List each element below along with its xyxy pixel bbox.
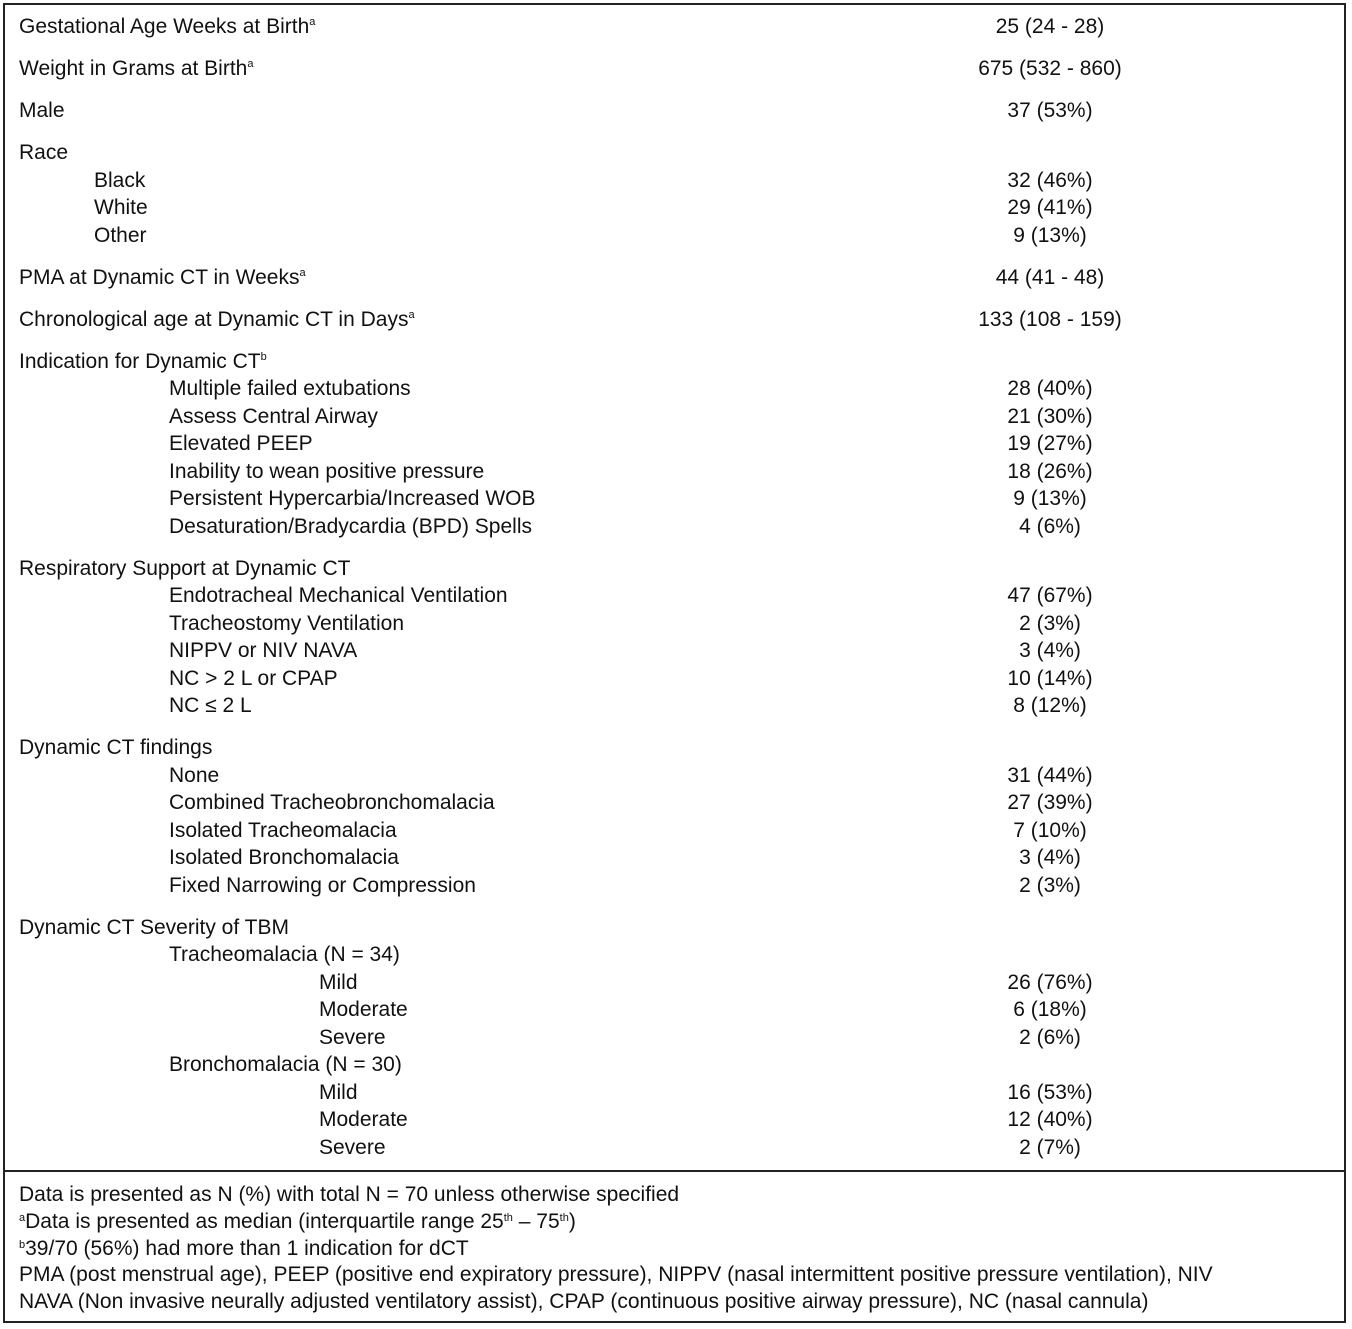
footnote-marker: b bbox=[260, 350, 267, 363]
row-value: 2 (3%) bbox=[1019, 873, 1081, 897]
row-value: 3 (4%) bbox=[1019, 846, 1081, 869]
row-label-text: NIPPV or NIV NAVA bbox=[169, 639, 358, 662]
row-label-text: Male bbox=[19, 99, 65, 122]
footnote-text: PMA (post menstrual age), PEEP (positive end expiratory pressure), NIPPV (nasal intermittent positive pressure ventilation), NIV bbox=[19, 1263, 1213, 1287]
table-footnotes bbox=[19, 1182, 1339, 1316]
row-label-text: Multiple failed extubations bbox=[169, 377, 411, 400]
table-row bbox=[5, 844, 1344, 872]
row-label-text: Severe bbox=[319, 1025, 386, 1049]
row-label bbox=[169, 637, 357, 665]
row-label-text: Dynamic CT Severity of TBM bbox=[19, 915, 289, 939]
table-row bbox=[5, 610, 1344, 638]
table-row bbox=[5, 692, 1344, 720]
footnote-marker: a bbox=[309, 16, 316, 28]
row-value: 29 (41%) bbox=[1007, 196, 1093, 219]
footnote-marker: a bbox=[408, 308, 415, 321]
row-label bbox=[169, 610, 404, 638]
footnote-text: 39/70 (56%) had more than 1 indication for dCT bbox=[25, 1236, 469, 1260]
table-row bbox=[5, 430, 1344, 458]
footnote-line bbox=[19, 1209, 1339, 1236]
row-label-text: Dynamic CT findings bbox=[19, 736, 213, 759]
row-label bbox=[169, 762, 219, 790]
table-row bbox=[5, 194, 1344, 222]
table-row bbox=[5, 914, 1344, 942]
row-label bbox=[19, 97, 65, 125]
footnote-text: ) bbox=[568, 1209, 576, 1233]
row-value: 8 (12%) bbox=[1013, 694, 1087, 717]
row-label-text: Mild bbox=[319, 1080, 358, 1104]
row-value: 4 (6%) bbox=[1019, 514, 1081, 538]
row-label-text: Persistent Hypercarbia/Increased WOB bbox=[169, 487, 536, 510]
row-label bbox=[169, 789, 495, 817]
row-label-text: White bbox=[94, 196, 148, 219]
footnote-text: – 75 bbox=[512, 1209, 560, 1233]
row-label-text: Endotracheal Mechanical Ventilation bbox=[169, 584, 508, 607]
row-label bbox=[169, 403, 378, 431]
table-row bbox=[5, 734, 1344, 762]
table-row bbox=[5, 996, 1344, 1024]
table-row bbox=[5, 403, 1344, 431]
row-value: 7 (10%) bbox=[1013, 818, 1087, 842]
table-row bbox=[5, 872, 1344, 900]
superscript-th: th bbox=[503, 1211, 513, 1224]
row-label bbox=[169, 375, 411, 403]
row-label bbox=[169, 941, 400, 969]
table-row bbox=[5, 789, 1344, 817]
footnote-line bbox=[19, 1262, 1339, 1289]
row-label-text: Elevated PEEP bbox=[169, 432, 313, 455]
row-label bbox=[169, 485, 535, 513]
table-row bbox=[5, 458, 1344, 486]
table-row bbox=[5, 555, 1344, 583]
row-label bbox=[169, 582, 508, 610]
footnote-line bbox=[19, 1236, 1339, 1263]
row-label bbox=[169, 513, 532, 541]
row-label bbox=[19, 264, 306, 292]
row-label bbox=[19, 13, 315, 41]
footnote-line bbox=[19, 1182, 1339, 1209]
row-label bbox=[169, 692, 252, 720]
row-value: 44 (41 - 48) bbox=[995, 265, 1105, 289]
row-label-text: PMA at Dynamic CT in Weeks bbox=[19, 265, 300, 289]
table-row bbox=[5, 485, 1344, 513]
row-label bbox=[19, 555, 350, 583]
row-value: 25 (24 - 28) bbox=[995, 15, 1105, 38]
table-row bbox=[5, 306, 1344, 334]
table-row bbox=[5, 969, 1344, 997]
row-label bbox=[319, 1079, 358, 1107]
row-value: 9 (13%) bbox=[1013, 223, 1087, 247]
table-row bbox=[5, 375, 1344, 403]
row-label bbox=[319, 996, 408, 1024]
table-row bbox=[5, 13, 1344, 41]
table-row bbox=[5, 139, 1344, 167]
row-label-text: NC ≤ 2 L bbox=[169, 694, 252, 717]
row-value: 31 (44%) bbox=[1007, 763, 1093, 787]
row-label-text: None bbox=[169, 763, 220, 787]
row-value: 10 (14%) bbox=[1007, 666, 1093, 690]
row-label-text: Bronchomalacia (N = 30) bbox=[169, 1053, 402, 1076]
row-label bbox=[94, 194, 148, 222]
footnote-text: Data is presented as median (interquartile range 25 bbox=[25, 1209, 504, 1233]
row-label-text: Moderate bbox=[319, 998, 408, 1021]
row-value: 18 (26%) bbox=[1007, 459, 1093, 483]
row-label-text: Combined Tracheobronchomalacia bbox=[169, 791, 495, 814]
row-label-text: Tracheomalacia (N = 34) bbox=[169, 943, 400, 966]
row-label-text: Black bbox=[94, 168, 146, 192]
row-label-text: Gestational Age Weeks at Birth bbox=[19, 15, 310, 38]
row-label bbox=[169, 430, 313, 458]
row-value: 32 (46%) bbox=[1007, 168, 1093, 192]
row-label-text: Chronological age at Dynamic CT in Days bbox=[19, 307, 409, 331]
row-label bbox=[19, 139, 68, 167]
row-label-text: NC > 2 L or CPAP bbox=[169, 666, 338, 690]
row-label-text: Fixed Narrowing or Compression bbox=[169, 873, 476, 897]
demographics-table bbox=[3, 3, 1346, 1323]
row-label-text: Mild bbox=[319, 970, 358, 994]
row-label bbox=[319, 1024, 386, 1052]
row-value: 133 (108 - 159) bbox=[978, 307, 1122, 331]
row-value: 675 (532 - 860) bbox=[978, 57, 1122, 80]
row-value: 2 (7%) bbox=[1019, 1135, 1081, 1159]
row-label-text: Race bbox=[19, 141, 69, 164]
row-value: 47 (67%) bbox=[1007, 584, 1093, 607]
row-label bbox=[169, 872, 476, 900]
row-label bbox=[94, 222, 147, 250]
row-label-text: Severe bbox=[319, 1135, 386, 1159]
row-value: 2 (6%) bbox=[1019, 1025, 1081, 1049]
table-row bbox=[5, 637, 1344, 665]
row-label bbox=[19, 734, 212, 762]
row-label-text: Indication for Dynamic CT bbox=[19, 349, 261, 373]
row-value: 2 (3%) bbox=[1019, 611, 1081, 635]
row-value: 26 (76%) bbox=[1007, 970, 1093, 994]
footnote-text: NAVA (Non invasive neurally adjusted ventilatory assist), CPAP (continuous positive airway pressure), NC (nasal cannula) bbox=[19, 1290, 1149, 1314]
row-label bbox=[319, 969, 358, 997]
row-label bbox=[169, 1051, 402, 1079]
row-label bbox=[169, 817, 397, 845]
table-row bbox=[5, 582, 1344, 610]
table-row bbox=[5, 167, 1344, 195]
table-row bbox=[5, 665, 1344, 693]
row-label bbox=[94, 167, 145, 195]
row-label bbox=[19, 55, 253, 83]
row-label-text: Assess Central Airway bbox=[169, 404, 378, 428]
footnote-line bbox=[19, 1289, 1339, 1316]
row-label-text: Weight in Grams at Birth bbox=[19, 57, 248, 80]
row-label-text: Desaturation/Bradycardia (BPD) Spells bbox=[169, 514, 532, 538]
footer-divider bbox=[5, 1170, 1344, 1172]
row-label-text: Tracheostomy Ventilation bbox=[169, 611, 405, 635]
row-value: 28 (40%) bbox=[1007, 377, 1093, 400]
footnote-text: Data is presented as N (%) with total N = 70 unless otherwise specified bbox=[19, 1183, 680, 1206]
table-body bbox=[5, 5, 1344, 1170]
footnote-marker: a bbox=[299, 266, 306, 279]
row-label-text: Isolated Tracheomalacia bbox=[169, 818, 397, 842]
row-value: 19 (27%) bbox=[1007, 432, 1093, 455]
table-row bbox=[5, 222, 1344, 250]
table-row bbox=[5, 817, 1344, 845]
table-row bbox=[5, 1134, 1344, 1162]
table-row bbox=[5, 55, 1344, 83]
row-value: 12 (40%) bbox=[1007, 1108, 1093, 1131]
table-row bbox=[5, 513, 1344, 541]
row-label bbox=[319, 1134, 386, 1162]
row-label bbox=[19, 914, 289, 942]
row-value: 16 (53%) bbox=[1007, 1080, 1093, 1104]
row-value: 27 (39%) bbox=[1007, 791, 1093, 814]
row-label-text: Inability to wean positive pressure bbox=[169, 459, 485, 483]
table-row bbox=[5, 264, 1344, 292]
row-label bbox=[169, 844, 399, 872]
row-label-text: Moderate bbox=[319, 1108, 408, 1131]
row-label bbox=[169, 665, 338, 693]
row-value: 9 (13%) bbox=[1013, 487, 1087, 510]
row-value: 21 (30%) bbox=[1007, 404, 1093, 428]
table-row bbox=[5, 762, 1344, 790]
row-label bbox=[319, 1106, 408, 1134]
table-row bbox=[5, 941, 1344, 969]
footnote-marker: b bbox=[19, 1238, 26, 1251]
row-value: 6 (18%) bbox=[1013, 998, 1087, 1021]
row-label-text: Other bbox=[94, 223, 147, 247]
superscript-th: th bbox=[559, 1211, 569, 1224]
table-row bbox=[5, 1024, 1344, 1052]
row-value: 37 (53%) bbox=[1007, 99, 1093, 122]
table-row bbox=[5, 97, 1344, 125]
row-label-text: Isolated Bronchomalacia bbox=[169, 846, 399, 869]
table-row bbox=[5, 1051, 1344, 1079]
table-row bbox=[5, 348, 1344, 376]
row-label-text: Respiratory Support at Dynamic CT bbox=[19, 556, 351, 580]
footnote-marker: a bbox=[247, 58, 254, 70]
footnote-marker: a bbox=[19, 1211, 26, 1224]
row-value: 3 (4%) bbox=[1019, 639, 1081, 662]
row-label bbox=[169, 458, 484, 486]
row-label bbox=[19, 348, 267, 376]
row-label bbox=[19, 306, 415, 334]
table-row bbox=[5, 1106, 1344, 1134]
table-row bbox=[5, 1079, 1344, 1107]
